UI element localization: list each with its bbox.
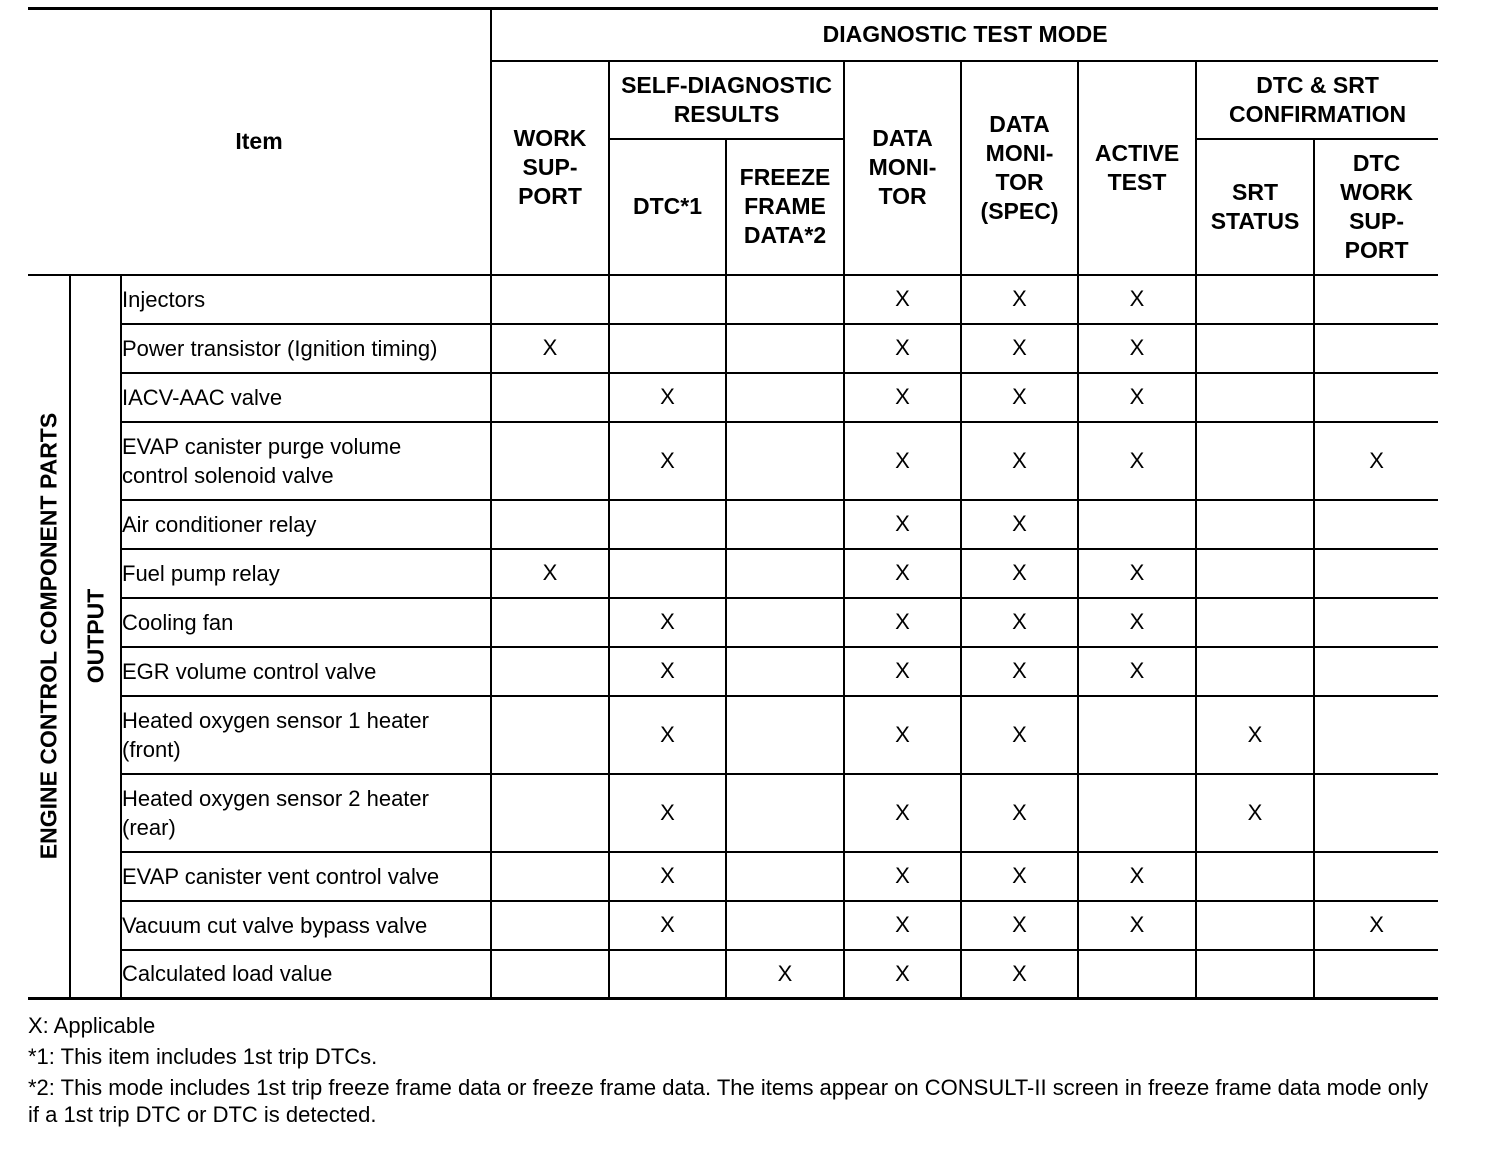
mark-cell: [491, 774, 609, 852]
col-data-monitor: DATA MONI- TOR: [844, 61, 961, 275]
item-cell: EVAP canister purge volume control solenoid valve: [121, 422, 491, 500]
mark-cell: X: [961, 647, 1078, 696]
table-row: [28, 500, 1438, 549]
mark-cell: [1314, 696, 1438, 774]
mark-cell: X: [1078, 901, 1196, 950]
table-body: [28, 275, 1438, 999]
mark-cell: X: [1196, 696, 1314, 774]
mark-cell: [491, 852, 609, 901]
diagnostic-test-mode-table: [28, 7, 1438, 1000]
mark-cell: [1078, 696, 1196, 774]
mark-cell: X: [1078, 324, 1196, 373]
mark-cell: [1314, 598, 1438, 647]
mark-cell: X: [961, 696, 1078, 774]
table-row: [28, 549, 1438, 598]
mark-cell: [1314, 950, 1438, 999]
mark-cell: [491, 950, 609, 999]
col-self-diagnostic-results: SELF-DIAGNOSTIC RESULTS: [609, 61, 844, 139]
mark-cell: X: [961, 422, 1078, 500]
mark-cell: [1314, 774, 1438, 852]
item-cell: Heated oxygen sensor 2 heater (rear): [121, 774, 491, 852]
mark-cell: [491, 696, 609, 774]
mark-cell: [1314, 500, 1438, 549]
table-row: [28, 774, 1438, 852]
side-label-inner-text: OUTPUT: [82, 588, 108, 684]
mark-cell: X: [961, 598, 1078, 647]
col-data-monitor-spec: DATA MONI- TOR (SPEC): [961, 61, 1078, 275]
mark-cell: [609, 950, 726, 999]
mark-cell: X: [961, 275, 1078, 324]
mark-cell: X: [1314, 422, 1438, 500]
item-cell: Power transistor (Ignition timing): [121, 324, 491, 373]
mark-cell: X: [961, 774, 1078, 852]
note-1: *1: This item includes 1st trip DTCs.: [28, 1044, 378, 1069]
mark-cell: X: [961, 373, 1078, 422]
mark-cell: X: [844, 598, 961, 647]
item-header: Item: [28, 9, 491, 275]
mark-cell: [726, 373, 844, 422]
mark-cell: X: [1078, 598, 1196, 647]
mark-cell: X: [844, 324, 961, 373]
mark-cell: [1196, 324, 1314, 373]
mark-cell: X: [1078, 852, 1196, 901]
mark-cell: X: [609, 852, 726, 901]
mark-cell: [1196, 901, 1314, 950]
mark-cell: [1196, 852, 1314, 901]
mark-cell: X: [1078, 647, 1196, 696]
mark-cell: X: [844, 422, 961, 500]
note-applicable: X: Applicable: [28, 1013, 156, 1038]
mark-cell: [726, 696, 844, 774]
mark-cell: [491, 901, 609, 950]
mark-cell: [726, 275, 844, 324]
col-dtc: DTC*1: [609, 139, 726, 275]
mark-cell: [1314, 852, 1438, 901]
mark-cell: [609, 500, 726, 549]
mark-cell: [1078, 500, 1196, 549]
col-dtc-work-support: DTC WORK SUP- PORT: [1314, 139, 1438, 275]
mark-cell: X: [1078, 275, 1196, 324]
mark-cell: X: [844, 647, 961, 696]
mark-cell: [491, 275, 609, 324]
table-row: [28, 598, 1438, 647]
mark-cell: [1196, 500, 1314, 549]
mark-cell: X: [961, 852, 1078, 901]
item-cell: Heated oxygen sensor 1 heater (front): [121, 696, 491, 774]
mark-cell: [726, 549, 844, 598]
mark-cell: X: [1078, 422, 1196, 500]
side-label-output: [70, 275, 121, 999]
mark-cell: [726, 852, 844, 901]
table-row: [28, 852, 1438, 901]
item-cell: IACV-AAC valve: [121, 373, 491, 422]
mark-cell: [726, 422, 844, 500]
mark-cell: X: [609, 696, 726, 774]
item-cell: Calculated load value: [121, 950, 491, 999]
mark-cell: X: [844, 549, 961, 598]
mark-cell: X: [961, 950, 1078, 999]
table-row: [28, 422, 1438, 500]
mark-cell: X: [609, 647, 726, 696]
item-cell: Injectors: [121, 275, 491, 324]
mark-cell: [726, 324, 844, 373]
mark-cell: [1196, 647, 1314, 696]
mark-cell: [726, 598, 844, 647]
item-cell: Air conditioner relay: [121, 500, 491, 549]
item-cell: Cooling fan: [121, 598, 491, 647]
table-row: [28, 275, 1438, 324]
table-row: [28, 373, 1438, 422]
mark-cell: [1196, 598, 1314, 647]
col-freeze-frame-data: FREEZE FRAME DATA*2: [726, 139, 844, 275]
mark-cell: X: [1314, 901, 1438, 950]
mark-cell: X: [961, 324, 1078, 373]
table-row: [28, 696, 1438, 774]
footnotes: [28, 1012, 1438, 1128]
mark-cell: [491, 500, 609, 549]
mark-cell: X: [1196, 774, 1314, 852]
side-label-outer-text: ENGINE CONTROL COMPONENT PARTS: [35, 413, 61, 860]
mark-cell: [1196, 275, 1314, 324]
mark-cell: X: [609, 422, 726, 500]
mark-cell: [1196, 422, 1314, 500]
mark-cell: X: [609, 598, 726, 647]
mark-cell: [1314, 324, 1438, 373]
mark-cell: [1196, 373, 1314, 422]
side-label-engine-control-component-parts: [28, 275, 70, 999]
item-cell: Vacuum cut valve bypass valve: [121, 901, 491, 950]
item-cell: EGR volume control valve: [121, 647, 491, 696]
mark-cell: [491, 422, 609, 500]
document-page: [28, 7, 1438, 1132]
mark-cell: [1314, 373, 1438, 422]
mark-cell: X: [609, 901, 726, 950]
mark-cell: [1314, 647, 1438, 696]
mark-cell: X: [491, 324, 609, 373]
mark-cell: X: [844, 901, 961, 950]
mark-cell: [1078, 774, 1196, 852]
table-row: [28, 901, 1438, 950]
mark-cell: X: [1078, 549, 1196, 598]
mark-cell: X: [844, 696, 961, 774]
mark-cell: X: [844, 373, 961, 422]
mark-cell: [1314, 549, 1438, 598]
table-row: [28, 324, 1438, 373]
note-2: *2: This mode includes 1st trip freeze frame data or freeze frame data. The items appear on CONSULT-II screen in freeze frame data mode only if a 1st trip DTC or DTC is detected.: [28, 1075, 1429, 1127]
mark-cell: [726, 774, 844, 852]
mark-cell: X: [609, 373, 726, 422]
mark-cell: [491, 647, 609, 696]
mark-cell: [491, 598, 609, 647]
mark-cell: [1078, 950, 1196, 999]
mark-cell: [726, 901, 844, 950]
mark-cell: X: [961, 549, 1078, 598]
mark-cell: [609, 275, 726, 324]
mark-cell: X: [609, 774, 726, 852]
mark-cell: [1196, 549, 1314, 598]
mark-cell: X: [844, 500, 961, 549]
mark-cell: X: [1078, 373, 1196, 422]
col-srt-status: SRT STATUS: [1196, 139, 1314, 275]
mark-cell: [609, 549, 726, 598]
mark-cell: X: [961, 901, 1078, 950]
table-row: [28, 647, 1438, 696]
mark-cell: X: [961, 500, 1078, 549]
mark-cell: X: [491, 549, 609, 598]
mark-cell: [1314, 275, 1438, 324]
mark-cell: X: [844, 950, 961, 999]
mark-cell: [1196, 950, 1314, 999]
mark-cell: X: [844, 852, 961, 901]
mark-cell: [491, 373, 609, 422]
mark-cell: X: [844, 275, 961, 324]
mark-cell: [609, 324, 726, 373]
mark-cell: X: [726, 950, 844, 999]
item-cell: Fuel pump relay: [121, 549, 491, 598]
col-dtc-srt-confirmation: DTC & SRT CONFIRMATION: [1196, 61, 1438, 139]
col-active-test: ACTIVE TEST: [1078, 61, 1196, 275]
group-header-diagnostic-test-mode: DIAGNOSTIC TEST MODE: [491, 9, 1438, 61]
mark-cell: X: [844, 774, 961, 852]
table-row: [28, 950, 1438, 999]
mark-cell: [726, 500, 844, 549]
col-work-support: WORK SUP- PORT: [491, 61, 609, 275]
mark-cell: [726, 647, 844, 696]
item-cell: EVAP canister vent control valve: [121, 852, 491, 901]
